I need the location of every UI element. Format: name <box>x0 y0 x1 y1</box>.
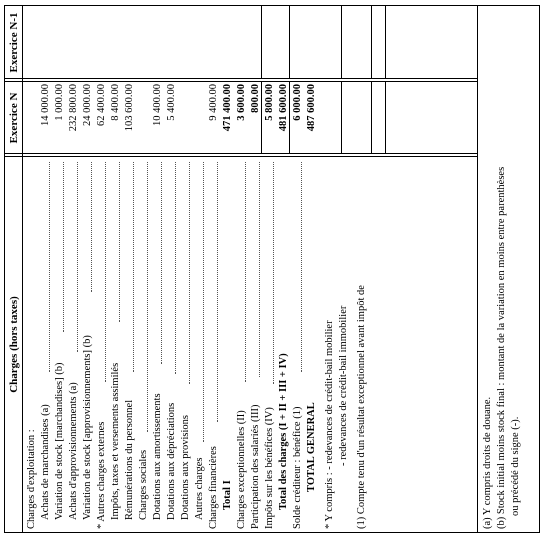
leader-dots <box>147 162 148 432</box>
leader-dots <box>203 162 204 442</box>
note-credit-bail: * Y compris : - redevances de crédit-bail mobilier <box>324 320 335 529</box>
row-label: Dotations aux dépréciations <box>166 402 177 520</box>
row-value-total: 487 600.00 <box>306 84 317 132</box>
leader-dots <box>77 162 78 352</box>
row-label: Charges sociales <box>138 449 149 520</box>
leader-dots <box>217 162 218 422</box>
row-label: Achats d'approvisionnements (a) <box>68 382 79 520</box>
note-resultat-exceptionnel: (1) Compte tenu d'un résultat exceptionnel avant impôt de <box>356 285 367 529</box>
row-divider <box>341 82 342 154</box>
row-value: 5 400.00 <box>166 84 177 121</box>
row-divider <box>341 6 342 79</box>
row-value-total: 481 600.00 <box>278 84 289 132</box>
row-value: 24 000.00 <box>82 84 93 126</box>
row-value: 62 400.00 <box>96 84 107 126</box>
row-label: Charges exceptionnelles (II) <box>236 410 247 529</box>
leader-dots <box>105 162 106 382</box>
footnotes-box <box>478 5 540 533</box>
row-value: 1 000.00 <box>54 84 65 121</box>
row-divider <box>371 6 372 79</box>
row-value: 9 400.00 <box>208 84 219 121</box>
column-divider <box>5 81 477 82</box>
row-value: 232 800.00 <box>68 84 79 132</box>
leader-dots <box>245 162 246 382</box>
row-value: 3 600.00 <box>236 84 247 121</box>
row-label: Achats de marchandises (a) <box>40 404 51 520</box>
leader-dots <box>273 162 274 384</box>
row-value: 6 000.00 <box>292 84 303 121</box>
row-label: Impôts, taxes et versements assimilés <box>110 362 121 520</box>
leader-dots <box>91 162 92 292</box>
header-exercice-n1: Exercice N-1 <box>8 12 20 73</box>
header-divider <box>22 6 23 532</box>
column-divider <box>5 78 477 79</box>
row-label: Charges financières <box>208 446 219 529</box>
leader-dots <box>189 162 190 384</box>
row-value: 103 600.00 <box>124 84 135 132</box>
row-label: Impôts sur les bénéfices (IV) <box>264 407 275 529</box>
leader-dots <box>301 162 302 372</box>
row-divider <box>289 6 290 79</box>
row-divider <box>385 82 386 154</box>
leader-dots <box>49 162 50 372</box>
row-label-total: Total I <box>222 480 233 510</box>
row-value: 800.00 <box>250 84 261 113</box>
note-credit-bail-immobilier: - redevances de crédit-bail immobilier <box>338 305 349 466</box>
row-value: 10 400.00 <box>152 84 163 126</box>
row-label: Participation des salariés (III) <box>250 404 261 529</box>
leader-dots <box>63 162 64 332</box>
leader-dots <box>161 162 162 364</box>
leader-dots <box>133 162 134 372</box>
row-value: 14 000.00 <box>40 84 51 126</box>
row-value-total: 471 400.00 <box>222 84 233 132</box>
row-label: Solde créditeur : bénéfice (1) <box>292 406 303 529</box>
footnote-b-continued: ou précédé du signe (-). <box>510 416 521 516</box>
row-divider <box>385 6 386 79</box>
row-label-total: Total des charges (I + II + III + IV) <box>278 353 289 510</box>
row-label: Dotations aux provisions <box>180 415 191 520</box>
row-divider <box>371 82 372 154</box>
column-divider <box>5 156 477 157</box>
row-label: Dotations aux amortissements <box>152 393 163 520</box>
row-value: 5 800.00 <box>264 84 275 121</box>
leader-dots <box>259 162 260 377</box>
row-label: Charges d'exploitation : <box>26 429 37 529</box>
footnote-a: (a) Y compris droits de douane. <box>482 396 493 529</box>
footnote-b: (b) Stock initial moins stock final : montant de la variation en moins entre parenthèses <box>496 166 507 529</box>
row-label: * Autres charges externes <box>96 421 107 529</box>
header-exercice-n: Exercice N <box>8 92 20 144</box>
row-divider <box>261 6 262 79</box>
row-label: Autres charges <box>194 457 205 520</box>
leader-dots <box>175 162 176 374</box>
header-charges: Charges (hors taxes) <box>8 296 20 393</box>
charges-table <box>4 5 478 533</box>
row-label: Variation de stock [approvisionnements] (b) <box>82 335 93 520</box>
row-label: Variation de stock [marchandises] (b) <box>54 362 65 520</box>
row-label: Rémunérations du personnel <box>124 399 135 520</box>
row-value: 8 400.00 <box>110 84 121 121</box>
row-label-total: TOTAL GENERAL <box>306 402 317 492</box>
leader-dots <box>119 162 120 322</box>
